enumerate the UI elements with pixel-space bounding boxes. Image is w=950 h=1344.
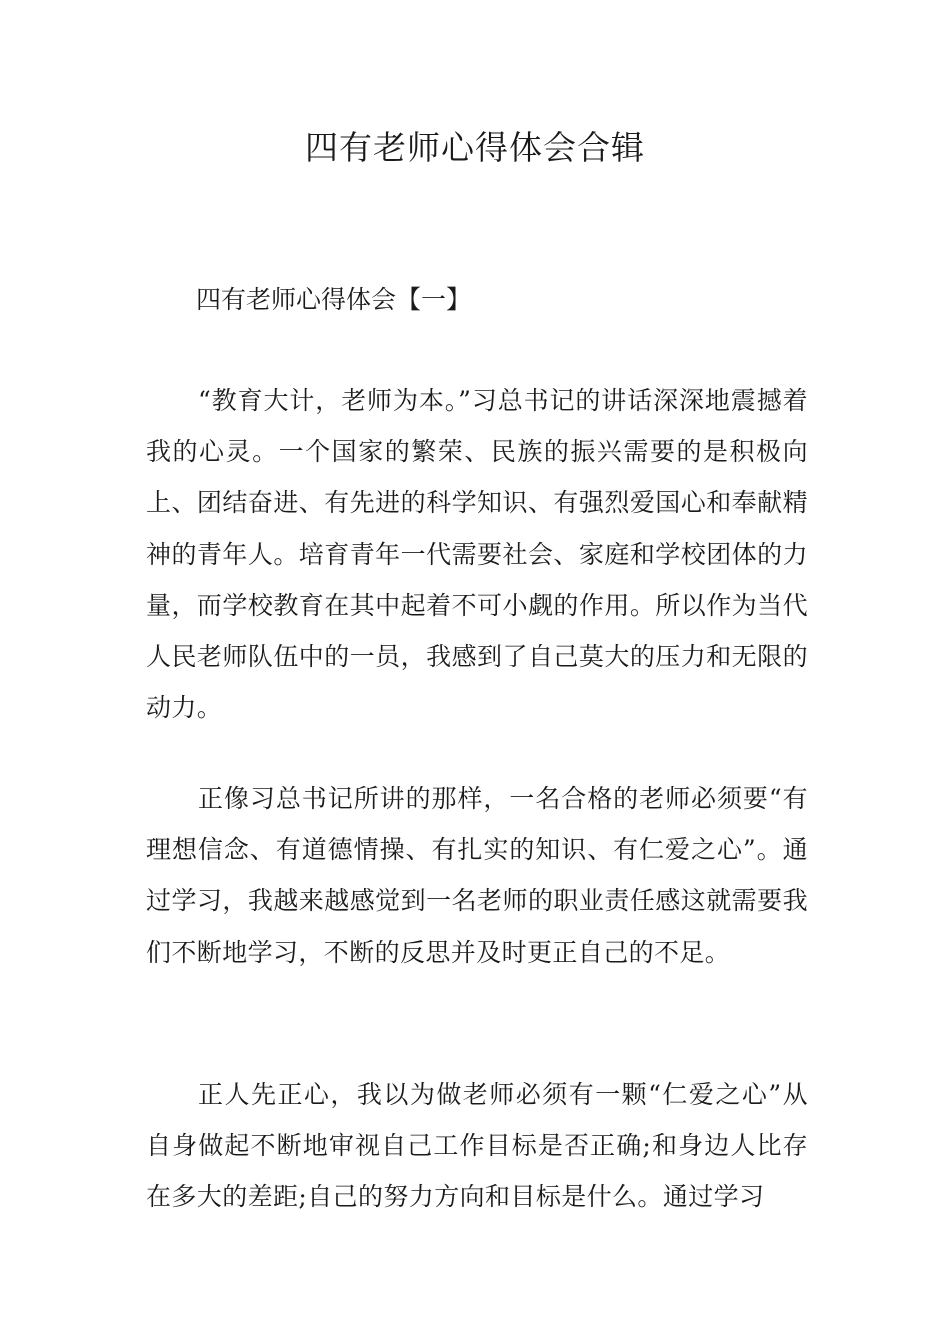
paragraph: 正人先正心，我以为做老师必须有一颗“仁爱之心”从自身做起不断地审视自己工作目标是否正确;和身边人比存在多大的差距;自己的努力方向和目标是什么。通过学习 [146,1080,808,1212]
paragraph: “教育大计，老师为本。”习总书记的讲话深深地震撼着我的心灵。一个国家的繁荣、民族的振兴需要的是积极向上、团结奋进、有先进的科学知识、有强烈爱国心和奉献精神的青年人。培育青年一代需要社会、家庭和学校团体的力量，而学校教育在其中起着不可小觑的作用。所以作为当代人民老师队伍中的一员，我感到了自己莫大的压力和无限的动力。 [146,386,808,723]
paragraph: 正像习总书记所讲的那样，一名合格的老师必须要“有理想信念、有道德情操、有扎实的知识、有仁爱之心”。通过学习，我越来越感觉到一名老师的职业责任感这就需要我们不断地学习，不断的反思并及时更正自己的不足。 [146,784,808,967]
document-title: 四有老师心得体会合辑 [305,128,645,167]
section-heading: 四有老师心得体会【一】 [196,285,472,314]
